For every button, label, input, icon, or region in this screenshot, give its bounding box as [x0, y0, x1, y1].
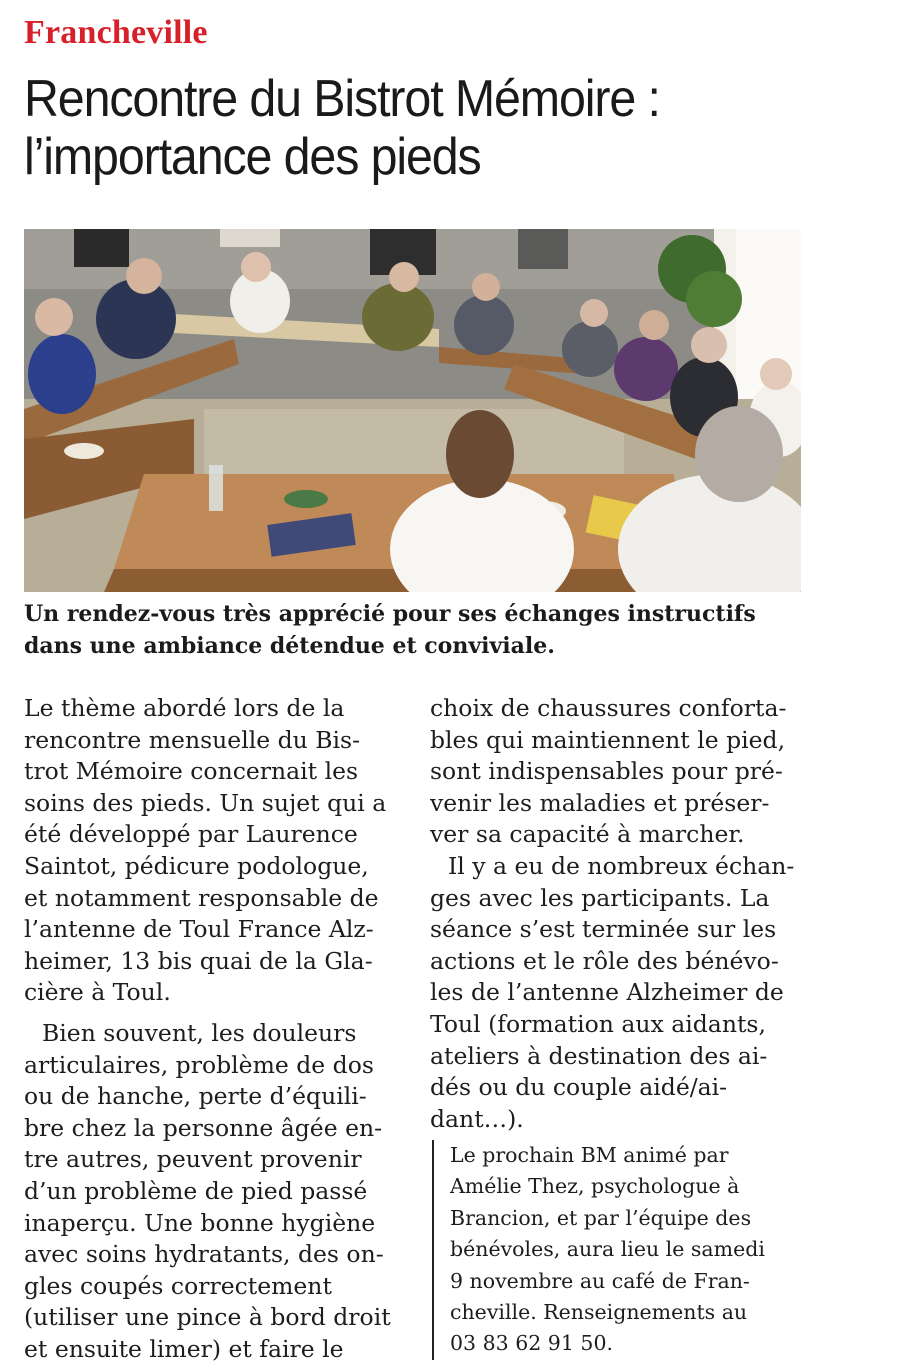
- body-line: Bien souvent, les douleurs: [42, 1018, 357, 1047]
- note-line: 9 novembre au café de Fran-: [450, 1268, 750, 1293]
- note-line: cheville. Renseignements au: [450, 1300, 748, 1325]
- body-line: Le thème abordé lors de la: [24, 694, 345, 722]
- body-line: ou de hanche, perte d’équili-: [24, 1082, 367, 1111]
- body-line: choix de chaussures conforta-: [430, 694, 787, 722]
- body-line: actions et le rôle des bénévo-: [430, 946, 779, 975]
- body-line: et notamment responsable de: [24, 883, 379, 912]
- body-line: heimer, 13 bis quai de la Gla-: [24, 946, 373, 975]
- section-kicker: Francheville: [24, 14, 208, 51]
- body-line: rencontre mensuelle du Bis-: [24, 725, 361, 754]
- article-headline: [24, 70, 824, 186]
- caption-line: dans une ambiance détendue et conviviale.: [24, 633, 555, 659]
- body-line: l’antenne de Toul France Alz-: [24, 915, 374, 944]
- body-line: dés ou du couple aidé/ai-: [430, 1073, 728, 1102]
- body-line: ateliers à destination des ai-: [430, 1041, 768, 1070]
- body-line: trot Mémoire concernait les: [24, 757, 359, 786]
- note-line: 03 83 62 91 50.: [450, 1331, 614, 1356]
- body-column-right: [430, 693, 808, 1135]
- body-line: d’un problème de pied passé: [24, 1176, 368, 1205]
- info-note: [432, 1140, 810, 1360]
- body-line: articulaires, problème de dos: [24, 1050, 374, 1079]
- body-column-left: [24, 693, 396, 1365]
- body-line: (utiliser une pince à bord droit: [24, 1303, 391, 1332]
- body-line: soins des pieds. Un sujet qui a: [24, 788, 387, 817]
- body-line: tre autres, peuvent provenir: [24, 1145, 362, 1174]
- body-line: bles qui maintiennent le pied,: [430, 725, 786, 754]
- headline-line: l’importance des pieds: [24, 128, 481, 186]
- body-line: ges avec les participants. La: [430, 883, 770, 912]
- body-line: Toul (formation aux aidants,: [430, 1009, 766, 1038]
- body-line: avec soins hydratants, des on-: [24, 1240, 384, 1269]
- note-line: Amélie Thez, psychologue à: [450, 1174, 740, 1199]
- body-line: sont indispensables pour pré-: [430, 757, 783, 786]
- body-line: les de l’antenne Alzheimer de: [430, 978, 784, 1007]
- body-line: venir les maladies et préser-: [430, 788, 770, 817]
- body-line: et ensuite limer) et faire le: [24, 1334, 344, 1363]
- caption-line: Un rendez-vous très apprécié pour ses échanges instructifs: [24, 601, 756, 627]
- note-line: Le prochain BM animé par: [450, 1143, 729, 1167]
- body-line: dant…).: [430, 1104, 524, 1133]
- note-line: bénévoles, aura lieu le samedi: [450, 1237, 765, 1262]
- body-line: gles coupés correctement: [24, 1271, 332, 1300]
- photo-caption: [24, 598, 814, 662]
- body-line: bre chez la personne âgée en-: [24, 1113, 383, 1142]
- headline-line: Rencontre du Bistrot Mémoire :: [24, 70, 660, 128]
- body-line: cière à Toul.: [24, 978, 171, 1007]
- note-line: Brancion, et par l’équipe des: [450, 1205, 752, 1230]
- body-line: été développé par Laurence: [24, 820, 358, 849]
- body-line: ver sa capacité à marcher.: [430, 820, 745, 849]
- body-line: séance s’est terminée sur les: [430, 915, 777, 944]
- body-line: Saintot, pédicure podologue,: [24, 851, 369, 880]
- article-photo: [24, 229, 801, 592]
- body-line: inaperçu. Une bonne hygiène: [24, 1208, 376, 1237]
- body-line: Il y a eu de nombreux échan-: [448, 851, 795, 880]
